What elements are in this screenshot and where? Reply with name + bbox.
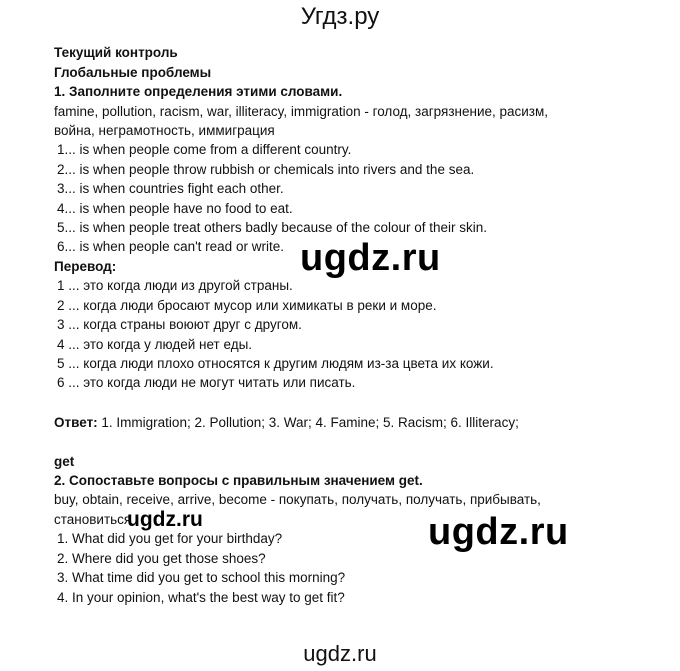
task2-topic: get — [54, 454, 75, 469]
answer-text: 1. Immigration; 2. Pollution; 3. War; 4. Famine; 5. Racism; 6. Illiteracy; — [97, 415, 519, 430]
task1-item: 3... is when countries fight each other. — [57, 181, 284, 196]
task2-question: 4. In your opinion, what's the best way to get fit? — [57, 590, 345, 605]
watermark-small: ugdz.ru — [127, 508, 203, 531]
footer-watermark: ugdz.ru — [303, 641, 377, 666]
translation-item: 5 ... когда люди плохо относятся к другим людям из-за цвета их кожи. — [57, 356, 494, 371]
task2-question: 1. What did you get for your birthday? — [57, 531, 283, 546]
translation-item: 3 ... когда страны воюют друг с другом. — [57, 317, 302, 332]
task1-words-line2: война, неграмотность, иммиграция — [54, 123, 275, 138]
site-title: Угдз.ру — [300, 3, 380, 30]
task1-title: 1. Заполните определения этими словами. — [54, 84, 343, 99]
task1-item: 1... is when people come from a different country. — [57, 142, 352, 157]
translation-item: 4 ... это когда у людей нет еды. — [57, 337, 253, 352]
watermark-mid: ugdz.ru — [300, 237, 441, 279]
watermark-right: ugdz.ru — [428, 511, 569, 553]
task1-item: 6... is when people can't read or write. — [57, 239, 284, 254]
task2-title: 2. Сопоставьте вопросы с правильным значением get. — [54, 473, 423, 488]
translation-item: 6 ... это когда люди не могут читать или писать. — [57, 375, 356, 390]
heading-current-control: Текущий контроль — [54, 45, 178, 60]
task1-item: 2... is when people throw rubbish or chemicals into rivers and the sea. — [57, 162, 475, 177]
translation-label: Перевод: — [54, 259, 117, 274]
task2-words-line2: становиться — [54, 512, 132, 527]
translation-item: 2 ... когда люди бросают мусор или химикаты в реки и море. — [57, 298, 437, 313]
task1-item: 5... is when people treat others badly because of the colour of their skin. — [57, 220, 488, 235]
task2-words-line1: buy, obtain, receive, arrive, become - покупать, получать, получать, прибывать, — [54, 492, 541, 507]
task2-question: 3. What time did you get to school this morning? — [57, 570, 346, 585]
translation-item: 1 ... это когда люди из другой страны. — [57, 278, 293, 293]
answer-line — [54, 414, 519, 432]
task2-question: 2. Where did you get those shoes? — [57, 551, 266, 566]
task1-words-line1: famine, pollution, racism, war, illiteracy, immigration - голод, загрязнение, расизм, — [54, 104, 549, 119]
task1-item: 4... is when people have no food to eat. — [57, 201, 293, 216]
answer-label: Ответ: — [54, 415, 98, 430]
heading-global-problems: Глобальные проблемы — [54, 65, 212, 80]
